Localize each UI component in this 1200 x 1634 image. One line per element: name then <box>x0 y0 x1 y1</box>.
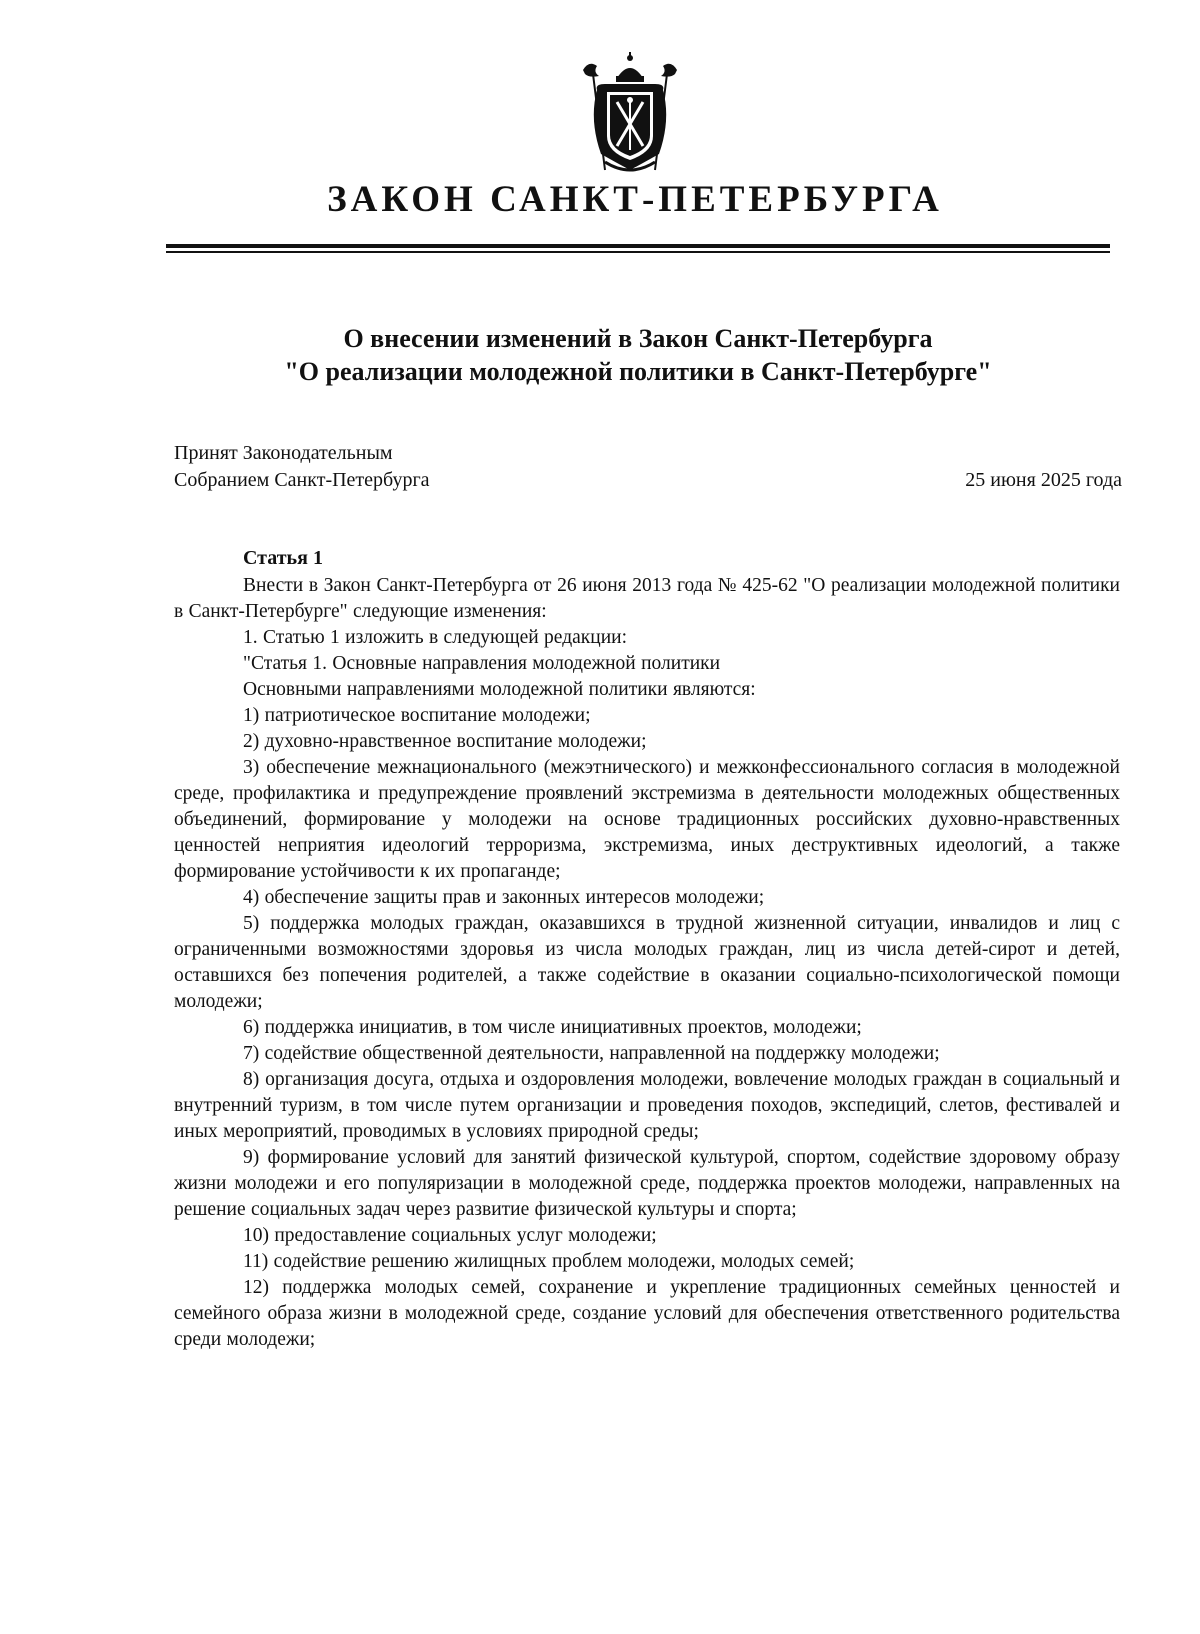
article-paragraph: 11) содействие решению жилищных проблем молодежи, молодых семей; <box>243 1251 855 1272</box>
law-subject-line1: О внесении изменений в Закон Санкт-Петербурга <box>343 324 933 353</box>
law-subject-line2: "О реализации молодежной политики в Санкт-Петербурге" <box>284 357 992 386</box>
article-paragraph: 1) патриотическое воспитание молодежи; <box>243 705 591 726</box>
title-divider-thin <box>166 251 1110 253</box>
article-paragraph: 7) содействие общественной деятельности, направленной на поддержку молодежи; <box>243 1043 940 1064</box>
adoption-note <box>174 440 430 494</box>
adoption-line1: Принят Законодательным <box>174 442 393 464</box>
article-paragraph: Основными направлениями молодежной политики являются: <box>243 679 756 700</box>
article-paragraph: 5) поддержка молодых граждан, оказавшихся в трудной жизненной ситуации, инвалидов и лиц с ограниченными возможностями здоровья из числа молодых граждан, лиц из числа детей-сирот и детей, оставшихся без попечения родителей, а также содействие в оказании социально-психологической помощи молодежи; <box>174 913 1120 1012</box>
article-heading: Статья 1 <box>243 547 323 569</box>
title-divider-thick <box>166 244 1110 248</box>
article-paragraph: 9) формирование условий для занятий физической культурой, спортом, содействие здоровому образу жизни молодежи и его популяризации в молодежной среде, поддержка проектов молодежи, направленных на решение социальных задач через развитие физической культуры и спорта; <box>174 1147 1120 1220</box>
law-title: ЗАКОН САНКТ-ПЕТЕРБУРГА <box>327 179 943 220</box>
coat-of-arms-icon <box>575 50 685 180</box>
article-paragraph: 12) поддержка молодых семей, сохранение и укрепление традиционных семейных ценностей и семейного образа жизни в молодежной среде, создание условий для обеспечения ответственного родительства среди молодежи; <box>174 1277 1120 1350</box>
article-paragraph: 2) духовно-нравственное воспитание молодежи; <box>243 731 647 752</box>
adoption-line2: Собранием Санкт-Петербурга <box>174 469 430 491</box>
law-subject <box>166 322 1110 388</box>
article-paragraph: 10) предоставление социальных услуг молодежи; <box>243 1225 657 1246</box>
article-paragraph: 8) организация досуга, отдыха и оздоровления молодежи, вовлечение молодых граждан в социальный и внутренний туризм, в том числе путем организации и проведения походов, экспедиций, слетов, фестивалей и иных мероприятий, проводимых в условиях природной среды; <box>174 1069 1120 1142</box>
article-paragraph: 1. Статью 1 изложить в следующей редакции: <box>243 627 627 648</box>
article-paragraph: Внести в Закон Санкт-Петербурга от 26 июня 2013 года № 425-62 "О реализации молодежной политики в Санкт-Петербурге" следующие изменения: <box>174 575 1120 622</box>
article-paragraph: 3) обеспечение межнационального (межэтнического) и межконфессионального согласия в молодежной среде, профилактика и предупреждение проявлений экстремизма в деятельности молодежных общественных объединений, формирование у молодежи на основе традиционных российских духовно-нравственных ценностей неприятия идеологий терроризма, экстремизма, иных деструктивных идеологий, а также формирование устойчивости к их пропаганде; <box>174 757 1120 882</box>
adoption-date: 25 июня 2025 года <box>965 469 1122 491</box>
article-paragraph: 6) поддержка инициатив, в том числе инициативных проектов, молодежи; <box>243 1017 862 1038</box>
article-body <box>174 573 1120 1353</box>
article-paragraph: 4) обеспечение защиты прав и законных интересов молодежи; <box>243 887 765 908</box>
article-paragraph: "Статья 1. Основные направления молодежной политики <box>243 653 721 674</box>
